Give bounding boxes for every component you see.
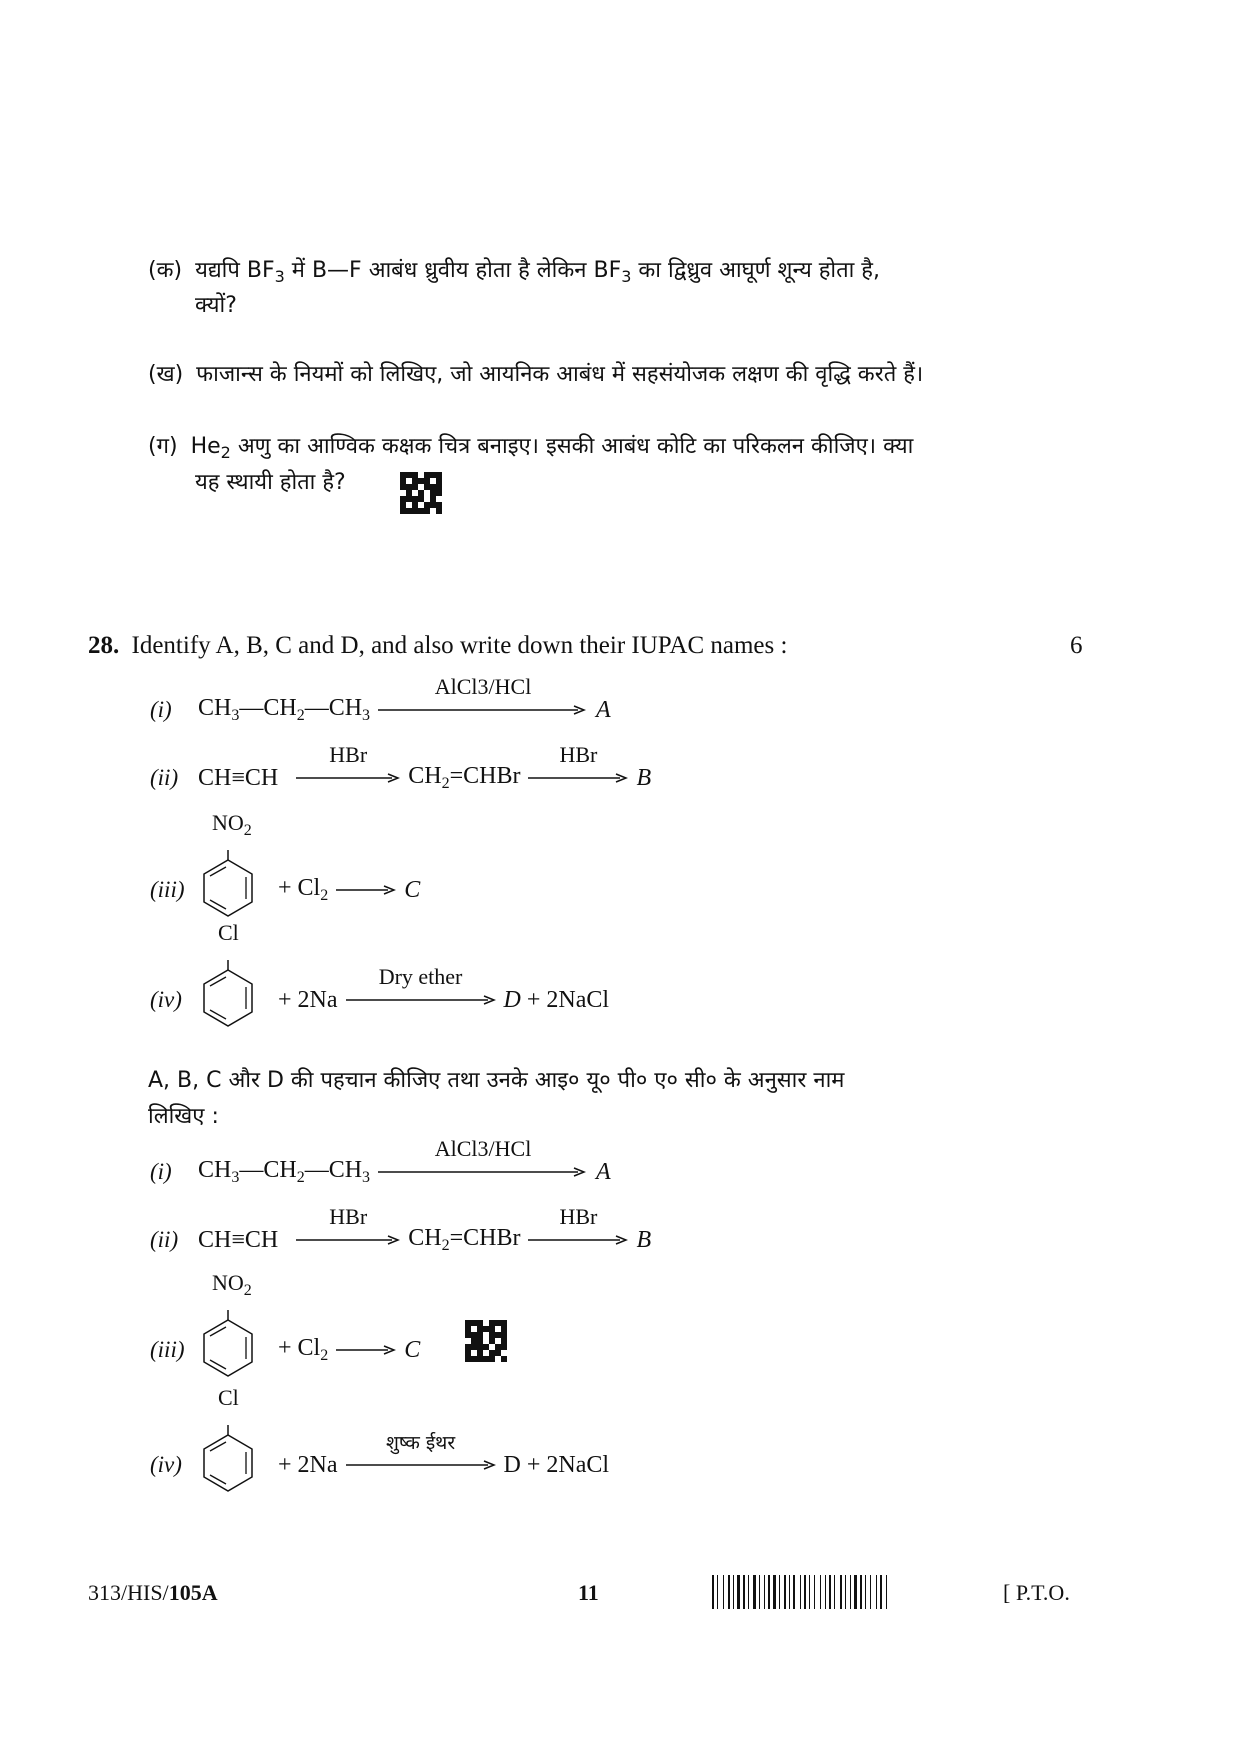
reaction-ii: (ii) CH≡CH HBr $CH_2=CHBr$ HBr B <box>150 742 652 792</box>
qr-code-icon <box>400 472 442 514</box>
q27-part-ga: (ग) $He_2$ अणु का आण्विक कक्षक चित्र बनाइए। इसकी आबंध कोटि का परिकलन कीजिए। क्या <box>148 434 914 462</box>
barcode-icon <box>712 1575 992 1613</box>
q28-marks: 6 <box>1070 632 1083 659</box>
benzene-ring-icon <box>198 1310 258 1390</box>
q27-part-ka-line2: क्यों? <box>195 293 237 318</box>
q28-question: 28. Identify A, B, C and D, and also write down their IUPAC names : <box>88 632 788 659</box>
q27-part-kha: (ख) फाजान्स के नियमों को लिखिए, जो आयनिक आबंध में सहसंयोजक लक्षण की वृद्धि करते हैं। <box>148 362 924 387</box>
benzene-ring-icon <box>198 960 258 1040</box>
q28-hindi-line1: A, B, C और D की पहचान कीजिए तथा उनके आइ० यू० पी० ए० सी० के अनुसार नाम <box>148 1068 845 1093</box>
q27-part-ka: (क) यद्यपि $BF_3$ में B—F आबंध ध्रुवीय होता है लेकिन $BF_3$ का द्विध्रुव आघूर्ण शून्य होता है, <box>148 258 880 286</box>
pto-label: [ P.T.O. <box>1003 1580 1070 1605</box>
paper-code: 313/HIS/105A <box>88 1580 218 1605</box>
reaction-i: (i) $CH_3—CH_2—CH_3$ AlCl3/HCl A <box>150 674 611 724</box>
reaction-i-hindi: (i) $CH_3—CH_2—CH_3$ AlCl3/HCl A <box>150 1136 611 1186</box>
q28-hindi-line2: लिखिए : <box>148 1104 219 1129</box>
reaction-iv: (iv) Cl + 2Na Dry ether D + 2NaCl <box>150 960 609 1040</box>
reaction-iii: (iii) $NO_2$ + $Cl_2$ C <box>150 850 420 930</box>
reaction-iv-hindi: (iv) Cl + 2Na शुष्क ईथर D + 2NaCl <box>150 1425 609 1505</box>
reaction-iii-hindi: (iii) $NO_2$ + $Cl_2$ C <box>150 1310 420 1390</box>
page-number: 11 <box>578 1580 599 1605</box>
benzene-ring-icon <box>198 1425 258 1505</box>
benzene-ring-icon <box>198 850 258 930</box>
qr-code-icon <box>465 1320 507 1362</box>
reaction-ii-hindi: (ii) CH≡CH HBr $CH_2=CHBr$ HBr B <box>150 1204 652 1254</box>
q27-part-ga-line2: यह स्थायी होता है? <box>195 470 346 495</box>
